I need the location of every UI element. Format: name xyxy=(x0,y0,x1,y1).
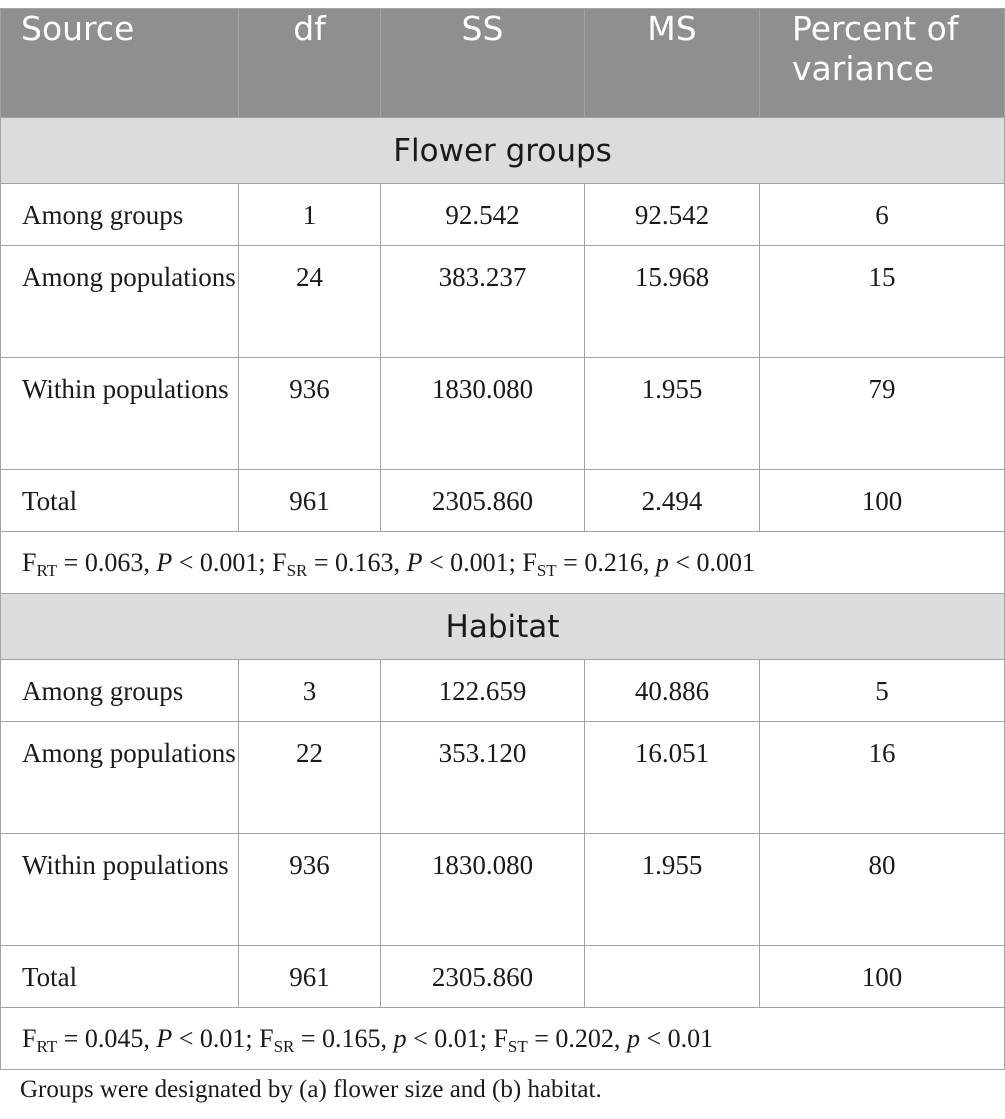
row-ms: 1.955 xyxy=(585,358,760,470)
stat-f-rt-symbol: F xyxy=(22,547,37,577)
row-percent: 16 xyxy=(760,722,1005,834)
stat-p-symbol: P xyxy=(156,547,173,577)
table-row xyxy=(1,834,1005,946)
row-df: 961 xyxy=(239,470,381,532)
stat-f-rt-subscript: RT xyxy=(36,1036,58,1056)
row-ms: 16.051 xyxy=(585,722,760,834)
section-header-row xyxy=(1,594,1005,660)
row-ss: 383.237 xyxy=(381,246,585,358)
row-percent: 6 xyxy=(760,184,1005,246)
row-source: Total xyxy=(1,470,239,532)
stat-f-st-value: = 0.216, xyxy=(556,547,656,577)
stat-f-sr-symbol: F xyxy=(272,547,287,577)
row-ss: 2305.860 xyxy=(381,946,585,1008)
header-percent: Percent of variance xyxy=(760,9,1005,118)
amova-table xyxy=(0,8,1005,1070)
section-title: Habitat xyxy=(1,594,1005,660)
stat-f-sr-value: = 0.163, xyxy=(307,547,407,577)
header-df: df xyxy=(239,9,381,118)
stat-p-value: < 0.001 xyxy=(668,547,755,577)
table-row xyxy=(1,946,1005,1008)
stat-p-symbol: p xyxy=(393,1023,407,1053)
row-df: 22 xyxy=(239,722,381,834)
stat-f-st-symbol: F xyxy=(522,547,537,577)
table-footnote: Groups were designated by (a) flower size and (b) habitat. xyxy=(20,1076,602,1103)
stat-p-symbol: p xyxy=(655,547,669,577)
row-source: Among populations xyxy=(1,246,239,358)
table-row xyxy=(1,470,1005,532)
stat-f-sr-value: = 0.165, xyxy=(294,1023,394,1053)
row-ss: 1830.080 xyxy=(381,358,585,470)
statistics-row xyxy=(1,1008,1005,1070)
row-source: Total xyxy=(1,946,239,1008)
stat-f-rt-value: = 0.063, xyxy=(57,547,157,577)
row-ms: 2.494 xyxy=(585,470,760,532)
header-ss: SS xyxy=(381,9,585,118)
row-percent: 100 xyxy=(760,946,1005,1008)
row-percent: 15 xyxy=(760,246,1005,358)
row-percent: 79 xyxy=(760,358,1005,470)
stat-p-value: < 0.01; xyxy=(406,1023,494,1053)
row-df: 3 xyxy=(239,660,381,722)
stat-p-value: < 0.001; xyxy=(422,547,523,577)
section-header-row xyxy=(1,118,1005,184)
row-ms: 92.542 xyxy=(585,184,760,246)
row-source: Within populations xyxy=(1,358,239,470)
stat-p-symbol: P xyxy=(156,1023,173,1053)
table-row xyxy=(1,722,1005,834)
stat-p-value: < 0.01 xyxy=(639,1023,714,1053)
statistics-cell xyxy=(1,1008,1005,1070)
section-title: Flower groups xyxy=(1,118,1005,184)
stat-p-value: < 0.001; xyxy=(172,547,273,577)
row-df: 1 xyxy=(239,184,381,246)
row-ss: 1830.080 xyxy=(381,834,585,946)
stat-f-st-value: = 0.202, xyxy=(527,1023,627,1053)
row-ms: 15.968 xyxy=(585,246,760,358)
row-df: 24 xyxy=(239,246,381,358)
table-row xyxy=(1,246,1005,358)
row-df: 936 xyxy=(239,358,381,470)
table-row xyxy=(1,660,1005,722)
row-df: 961 xyxy=(239,946,381,1008)
stat-f-st-symbol: F xyxy=(493,1023,508,1053)
header-row xyxy=(1,9,1005,118)
row-percent: 5 xyxy=(760,660,1005,722)
row-ms xyxy=(585,946,760,1008)
row-source: Among groups xyxy=(1,184,239,246)
statistics-row xyxy=(1,532,1005,594)
stat-p-symbol: p xyxy=(626,1023,640,1053)
row-ms: 1.955 xyxy=(585,834,760,946)
row-source: Within populations xyxy=(1,834,239,946)
row-ss: 353.120 xyxy=(381,722,585,834)
stat-f-rt-symbol: F xyxy=(22,1023,37,1053)
row-ss: 92.542 xyxy=(381,184,585,246)
stat-p-value: < 0.01; xyxy=(172,1023,260,1053)
row-source: Among groups xyxy=(1,660,239,722)
stat-f-sr-subscript: SR xyxy=(273,1036,295,1056)
header-ms: MS xyxy=(585,9,760,118)
table-row xyxy=(1,358,1005,470)
stat-f-st-subscript: ST xyxy=(536,560,557,580)
statistics-cell xyxy=(1,532,1005,594)
stat-f-st-subscript: ST xyxy=(507,1036,528,1056)
row-percent: 80 xyxy=(760,834,1005,946)
row-ss: 122.659 xyxy=(381,660,585,722)
row-source: Among populations xyxy=(1,722,239,834)
stat-f-rt-subscript: RT xyxy=(36,560,58,580)
stat-f-sr-subscript: SR xyxy=(286,560,308,580)
row-percent: 100 xyxy=(760,470,1005,532)
table-row xyxy=(1,184,1005,246)
row-df: 936 xyxy=(239,834,381,946)
row-ss: 2305.860 xyxy=(381,470,585,532)
stat-f-sr-symbol: F xyxy=(259,1023,274,1053)
row-ms: 40.886 xyxy=(585,660,760,722)
stat-f-rt-value: = 0.045, xyxy=(57,1023,157,1053)
stat-p-symbol: P xyxy=(406,547,423,577)
header-source: Source xyxy=(1,9,239,118)
